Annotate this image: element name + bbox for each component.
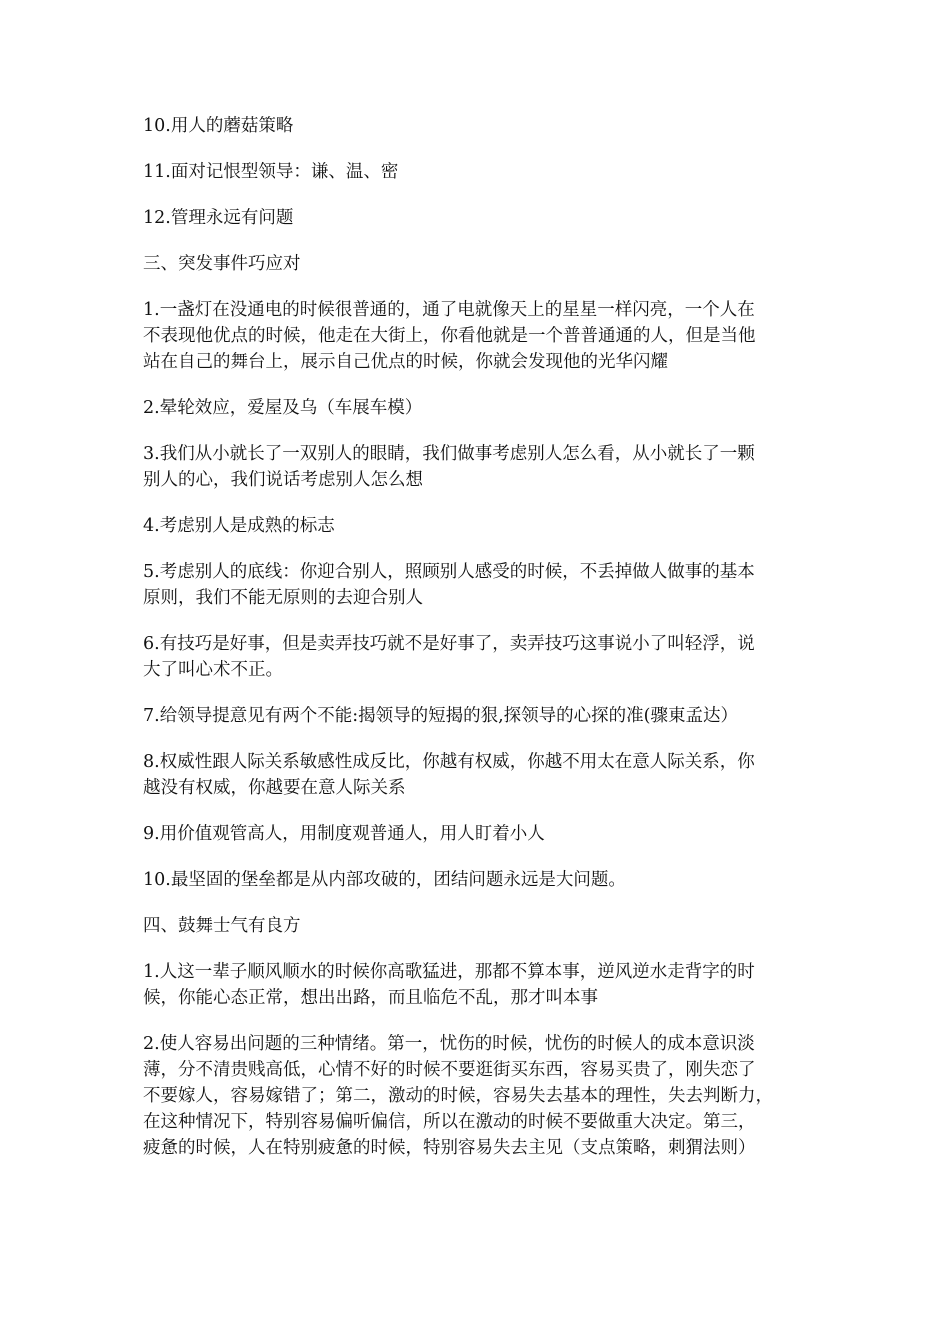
text-line: 三、突发事件巧应对 (143, 254, 301, 274)
text-line: 疲惫的时候，人在特别疲惫的时候，特别容易失去主见（支点策略，刺猬法则） (143, 1138, 756, 1158)
text-line: 2.使人容易出问题的三种情绪。第一，忧伤的时候，忧伤的时候人的成本意识淡 (143, 1034, 755, 1054)
paragraph (143, 395, 809, 421)
paragraph (143, 205, 809, 231)
text-line: 5.考虑别人的底线：你迎合别人，照顾别人感受的时候，不丢掉做人做事的基本 (143, 562, 755, 582)
paragraph (143, 749, 809, 801)
text-line: 大了叫心术不正。 (143, 660, 283, 680)
paragraph (143, 159, 809, 185)
text-line: 候，你能心态正常，想出出路，而且临危不乱，那才叫本事 (143, 988, 598, 1008)
text-line: 6.有技巧是好事，但是卖弄技巧就不是好事了，卖弄技巧这事说小了叫轻浮，说 (143, 634, 755, 654)
text-line: 4.考虑别人是成熟的标志 (143, 516, 335, 536)
paragraph (143, 1031, 809, 1161)
text-line: 10.最坚固的堡垒都是从内部攻破的，团结问题永远是大问题。 (143, 870, 626, 890)
text-line: 12.管理永远有问题 (143, 208, 294, 228)
document-body (143, 113, 809, 1181)
text-line: 不表现他优点的时候，他走在大街上，你看他就是一个普普通通的人，但是当他 (143, 326, 756, 346)
paragraph (143, 821, 809, 847)
text-line: 薄，分不清贵贱高低，心情不好的时候不要逛街买东西，容易买贵了，刚失恋了 (143, 1060, 756, 1080)
text-line: 8.权威性跟人际关系敏感性成反比，你越有权威，你越不用太在意人际关系，你 (143, 752, 755, 772)
text-line: 四、鼓舞士气有良方 (143, 916, 301, 936)
text-line: 1.一盏灯在没通电的时候很普通的，通了电就像天上的星星一样闪亮，一个人在 (143, 300, 755, 320)
text-line: 不要嫁人，容易嫁错了；第二，激动的时候，容易失去基本的理性，失去判断力， (143, 1086, 773, 1106)
paragraph (143, 113, 809, 139)
paragraph (143, 513, 809, 539)
paragraph (143, 867, 809, 893)
text-line: 原则，我们不能无原则的去迎合别人 (143, 588, 423, 608)
paragraph (143, 959, 809, 1011)
text-line: 7.给领导提意见有两个不能:揭领导的短揭的狠,探领导的心探的准(骤東孟达） (143, 706, 738, 726)
paragraph (143, 441, 809, 493)
text-line: 在这种情况下，特别容易偏听偏信，所以在激动的时候不要做重大决定。第三， (143, 1112, 756, 1132)
paragraph (143, 631, 809, 683)
text-line: 2.晕轮效应，爱屋及乌（车展车模） (143, 398, 423, 418)
text-line: 9.用价值观管高人，用制度观普通人，用人盯着小人 (143, 824, 545, 844)
text-line: 1.人这一辈子顺风顺水的时候你高歌猛进，那都不算本事，逆风逆水走背字的时 (143, 962, 755, 982)
text-line: 越没有权威，你越要在意人际关系 (143, 778, 406, 798)
paragraph (143, 703, 809, 729)
text-line: 别人的心，我们说话考虑别人怎么想 (143, 470, 423, 490)
text-line: 站在自己的舞台上，展示自己优点的时候，你就会发现他的光华闪耀 (143, 352, 668, 372)
text-line: 10.用人的蘑菇策略 (143, 116, 294, 136)
text-line: 11.面对记恨型领导：谦、温、密 (143, 162, 399, 182)
paragraph (143, 913, 809, 939)
paragraph (143, 251, 809, 277)
paragraph (143, 297, 809, 375)
text-line: 3.我们从小就长了一双别人的眼睛，我们做事考虑别人怎么看，从小就长了一颗 (143, 444, 755, 464)
paragraph (143, 559, 809, 611)
